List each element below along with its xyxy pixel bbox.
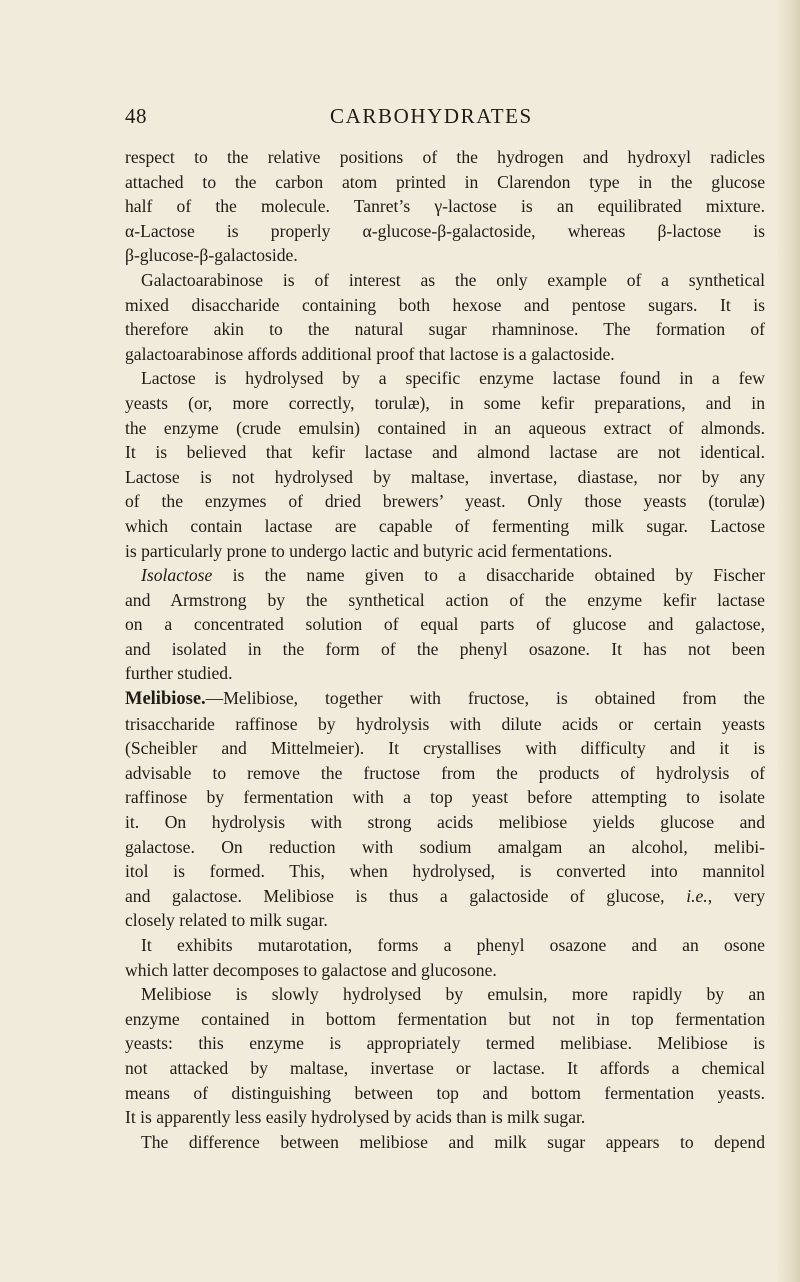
text-line bbox=[125, 835, 765, 860]
line-text: which latter decomposes to galactose and glucosone. bbox=[125, 959, 497, 980]
line-text: respect to the relative positions of the hydrogen and hydroxyl radicles bbox=[125, 147, 765, 167]
text-line bbox=[125, 982, 765, 1007]
line-text: α-Lactose is properly α-glucose-β-galactoside, whereas β-lactose is bbox=[125, 220, 765, 241]
line-text: yeasts (or, more correctly, torulæ), in some kefir preparations, and in bbox=[125, 392, 765, 413]
line-text: on a concentrated solution of equal parts of glucose and galactose, bbox=[125, 614, 765, 635]
line-text: and isolated in the form of the phenyl osazone. It has not been bbox=[125, 638, 765, 659]
line-text: It is believed that kefir lactase and almond lactase are not identical. bbox=[125, 442, 765, 463]
line-text: Galactoarabinose is of interest as the only example of a synthetical bbox=[141, 269, 765, 290]
text-line bbox=[125, 342, 765, 367]
text-line bbox=[125, 1056, 765, 1081]
line-text: enzyme contained in bottom fermentation but not in top fermentation bbox=[125, 1008, 765, 1029]
text-line bbox=[125, 612, 765, 637]
text-line bbox=[125, 489, 765, 514]
line-text: attached to the carbon atom printed in Clarendon type in the glucose bbox=[125, 171, 765, 192]
text-line bbox=[125, 637, 765, 662]
text-line bbox=[125, 1105, 765, 1130]
line-text: mixed disaccharide containing both hexose and pentose sugars. It is bbox=[125, 294, 765, 315]
line-text: and Armstrong by the synthetical action of the enzyme kefir lactase bbox=[125, 589, 765, 610]
line-text: trisaccharide raffinose by hydrolysis with dilute acids or certain yeasts bbox=[125, 713, 765, 734]
text-line bbox=[125, 170, 765, 195]
line-text: It is apparently less easily hydrolysed by acids than is milk sugar. bbox=[125, 1107, 586, 1128]
text-line bbox=[125, 317, 765, 342]
text-line bbox=[125, 416, 765, 441]
line-text: is the name given to a disaccharide obtained by Fischer bbox=[212, 565, 765, 586]
text-line bbox=[125, 884, 765, 909]
text-line bbox=[125, 661, 765, 686]
line-text: galactoarabinose affords additional proof that lactose is a galactoside. bbox=[125, 343, 615, 364]
text-line bbox=[125, 465, 765, 490]
line-text: It exhibits mutarotation, forms a phenyl osazone and an osone bbox=[141, 935, 765, 955]
line-text: closely related to milk sugar. bbox=[125, 910, 328, 931]
text-line bbox=[125, 933, 765, 958]
line-text: which contain lactase are capable of fermenting milk sugar. Lactose bbox=[125, 515, 765, 536]
body-text bbox=[125, 145, 765, 1154]
text-line bbox=[125, 268, 765, 293]
text-line bbox=[125, 366, 765, 391]
text-line bbox=[125, 785, 765, 810]
line-text-tail: , very bbox=[707, 885, 766, 906]
line-text: Lactose is not hydrolysed by maltase, invertase, diastase, nor by any bbox=[125, 466, 765, 487]
text-line bbox=[125, 712, 765, 737]
line-text: half of the molecule. Tanret’s γ-lactose is an equilibrated mixture. bbox=[125, 196, 765, 217]
text-line bbox=[125, 145, 765, 170]
text-line bbox=[125, 1130, 765, 1155]
text-line bbox=[125, 761, 765, 786]
line-text: not attacked by maltase, invertase or lactase. It affords a chemical bbox=[125, 1057, 765, 1078]
page-number: 48 bbox=[125, 104, 147, 128]
text-line bbox=[125, 736, 765, 761]
running-head: CARBOHYDRATES bbox=[330, 104, 533, 128]
line-text: β-glucose-β-galactoside. bbox=[125, 245, 298, 266]
term-italic: Isolactose bbox=[141, 565, 213, 586]
text-line bbox=[125, 810, 765, 835]
text-line bbox=[125, 686, 765, 712]
abbreviation-italic: i.e. bbox=[686, 885, 708, 906]
text-line bbox=[125, 908, 765, 933]
line-text: advisable to remove the fructose from the products of hydrolysis of bbox=[125, 762, 765, 783]
line-text: The difference between melibiose and milk sugar appears to depend bbox=[141, 1131, 765, 1152]
text-line bbox=[125, 958, 765, 983]
line-text: is particularly prone to undergo lactic and butyric acid fermentations. bbox=[125, 540, 613, 561]
line-text: Melibiose is slowly hydrolysed by emulsin, more rapidly by an bbox=[141, 984, 765, 1005]
text-line bbox=[125, 1081, 765, 1106]
line-text: Lactose is hydrolysed by a specific enzyme lactase found in a few bbox=[141, 368, 765, 389]
line-text: itol is formed. This, when hydrolysed, is converted into mannitol bbox=[125, 861, 765, 882]
text-line bbox=[125, 194, 765, 219]
text-line bbox=[125, 539, 765, 564]
line-text: means of distinguishing between top and bottom fermentation yeasts. bbox=[125, 1082, 765, 1103]
text-line bbox=[125, 859, 765, 884]
line-text: raffinose by fermentation with a top yeast before attempting to isolate bbox=[125, 787, 765, 808]
line-text: (Scheibler and Mittelmeier). It crystallises with difficulty and it is bbox=[125, 738, 765, 759]
text-line bbox=[125, 514, 765, 539]
text-line bbox=[125, 219, 765, 244]
line-text: further studied. bbox=[125, 663, 233, 684]
line-text: —Melibiose, together with fructose, is obtained from the bbox=[205, 688, 765, 709]
page-edge-shadow bbox=[778, 0, 800, 1282]
text-line bbox=[125, 588, 765, 613]
line-text: the enzyme (crude emulsin) contained in an aqueous extract of almonds. bbox=[125, 417, 765, 438]
line-text: yeasts: this enzyme is appropriately termed melibiase. Melibiose is bbox=[125, 1033, 765, 1054]
page-header bbox=[0, 104, 800, 134]
text-line bbox=[125, 243, 765, 268]
text-line bbox=[125, 440, 765, 465]
section-heading: Melibiose. bbox=[125, 689, 206, 710]
line-text: it. On hydrolysis with strong acids melibiose yields glucose and bbox=[125, 812, 765, 833]
text-line bbox=[125, 293, 765, 318]
line-text: galactose. On reduction with sodium amalgam an alcohol, melibi- bbox=[125, 836, 765, 857]
text-line bbox=[125, 1031, 765, 1056]
text-line bbox=[125, 1007, 765, 1032]
line-text: therefore akin to the natural sugar rhamninose. The formation of bbox=[125, 319, 765, 340]
text-line bbox=[125, 563, 765, 588]
line-text: of the enzymes of dried brewers’ yeast. Only those yeasts (torulæ) bbox=[125, 491, 765, 512]
line-text: and galactose. Melibiose is thus a galactoside of glucose, bbox=[125, 885, 687, 906]
text-line bbox=[125, 391, 765, 416]
